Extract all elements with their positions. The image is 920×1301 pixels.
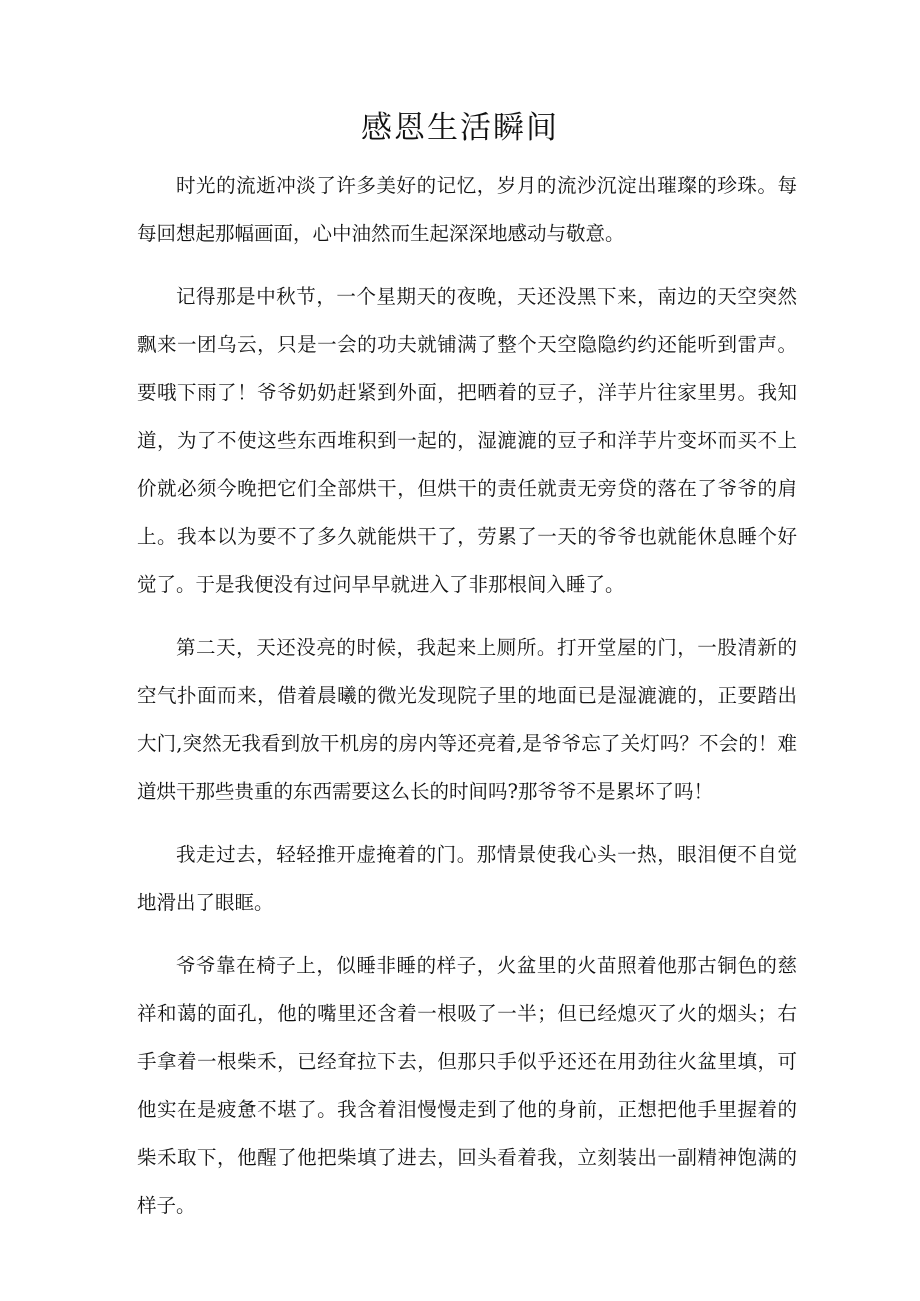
paragraph-2: 记得那是中秋节，一个星期天的夜晚，天还没黑下来，南边的天空突然飘来一团乌云，只是一会的功夫就铺满了整个天空隐隐约约还能听到雷声。要哦下雨了！爷爷奶奶赶紧到外面，把晒着的豆子，洋芋片往家里男。我知道，为了不使这些东西堆积到一起的，湿漉漉的豆子和洋芋片变坏而买不上价就必须今晚把它们全部烘干，但烘干的责任就责无旁贷的落在了爷爷的肩上。我本以为要不了多久就能烘干了，劳累了一天的爷爷也就能休息睡个好觉了。于是我便没有过问早早就进入了非那根间入睡了。 [137,285,797,596]
paragraph-3: 第二天，天还没亮的时候，我起来上厕所。打开堂屋的门，一股清新的空气扑面而来，借着晨曦的微光发现院子里的地面已是湿漉漉的，正要踏出大门,突然无我看到放干机房的房内等还亮着,是爷爷忘了关灯吗？不会的！难道烘干那些贵重的东西需要这么长的时间吗?那爷爷不是累坏了吗！ [137,636,797,803]
paragraph-5: 爷爷靠在椅子上，似睡非睡的样子，火盆里的火苗照着他那古铜色的慈祥和蔼的面孔，他的嘴里还含着一根吸了一半；但已经熄灭了火的烟头；右手拿着一根柴禾，已经耷拉下去，但那只手似乎还还在用劲往火盆里填，可他实在是疲惫不堪了。我含着泪慢慢走到了他的身前，正想把他手里握着的柴禾取下，他醒了他把柴填了进去，回头看着我，立刻装出一副精神饱满的样子。 [137,954,797,1217]
document-title: 感恩生活瞬间 [361,110,559,146]
paragraph-1: 时光的流逝冲淡了许多美好的记忆，岁月的流沙沉淀出璀璨的珍珠。每每回想起那幅画面，心中油然而生起深深地感动与敬意。 [137,174,797,245]
document-body [137,162,797,1245]
paragraph-4: 我走过去，轻轻推开虚掩着的门。那情景使我心头一热，眼泪便不自觉地滑出了眼眶。 [137,843,797,914]
